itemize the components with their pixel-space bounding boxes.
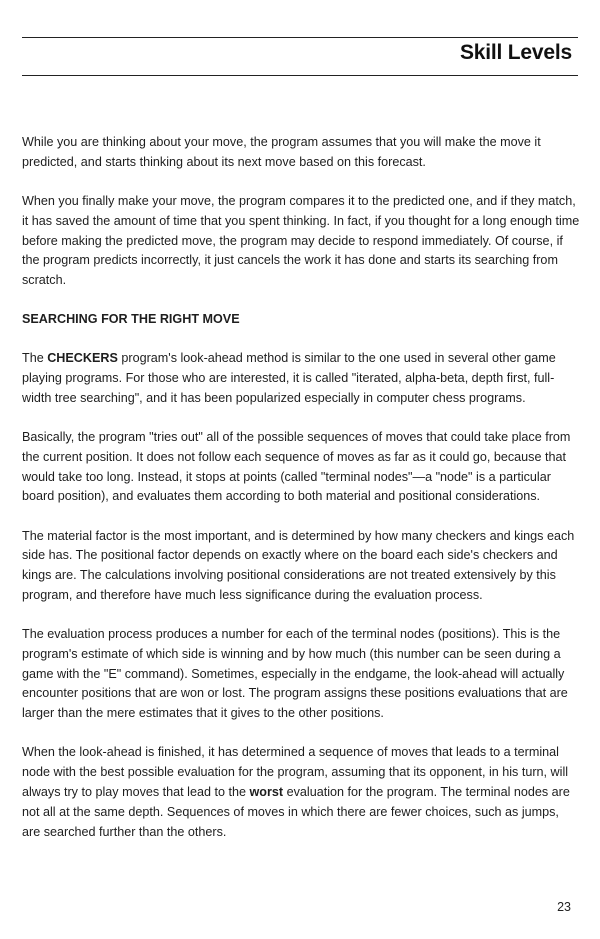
document-body <box>22 133 580 862</box>
paragraph-terminal-nodes: Basically, the program "tries out" all of the possible sequences of moves that could take place from the current position. It does not follow each sequence of moves as far as it could go, because that would take too long. Instead, it stops at points (called "terminal nodes"—a "node" is a particular board position), and evaluates them according to both material and positional considerations. <box>22 429 571 504</box>
header-rule-bottom <box>22 75 578 76</box>
header-rule-top <box>22 37 578 38</box>
paragraph-prediction: While you are thinking about your move, the program assumes that you will make the move it predicted, and starts thinking about its next move based on this forecast. <box>22 135 541 169</box>
page-title: Skill Levels <box>459 41 572 64</box>
paragraph-lookahead-method <box>22 349 580 408</box>
text-segment: program's look-ahead method is similar to the one used in several other game playing programs. For those who are interested, it is called "iterated, alpha-beta, depth first, full-width tree searching", and it has been popularized especially in computer chess programs. <box>22 351 556 405</box>
paragraph-material-factor: The material factor is the most important, and is determined by how many checkers and kings each side has. The positional factor depends on exactly where on the board each side's checkers and kings are. The calculations involving positional considerations are not treated extensively by this program, and therefore have much less significance during the evaluation process. <box>22 528 575 602</box>
emphasis-worst: worst <box>249 785 284 800</box>
paragraph-evaluation-process: The evaluation process produces a number for each of the terminal nodes (positions). This is the program's estimate of which side is winning and by how much (this number can be seen during a game with the "E" command). Sometimes, especially in the endgame, the look-ahead will actually encounter positions that are won or lost. The program assigns these positions evaluations that are larger than the mere estimates that it gives to the other positions. <box>22 627 568 721</box>
section-heading: SEARCHING FOR THE RIGHT MOVE <box>22 312 240 327</box>
program-name: CHECKERS <box>47 351 118 366</box>
paragraph-compare-move: When you finally make your move, the program compares it to the predicted one, and if they match, it has saved the amount of time that you spent thinking. In fact, if you thought for a long enough time before making the predicted move, the program may decide to respond immediately. Of course, if the program predicts incorrectly, it just cancels the work it has done and starts its searching from scratch. <box>22 193 580 288</box>
paragraph-lookahead-result <box>22 743 580 842</box>
text-segment: The <box>22 351 48 366</box>
page-number: 23 <box>557 900 571 914</box>
text-segment: When the look-ahead is finished, it has determined a sequence of moves that leads to a terminal node with the best possible evaluation for the program, assuming that its opponent, in his turn, will always try to play moves that lead to the <box>22 745 569 800</box>
text-segment: evaluation for the program. The terminal nodes are not all at the same depth. Sequences of moves in which there are fewer choices, such as jumps, are searched further than the others. <box>22 785 570 839</box>
